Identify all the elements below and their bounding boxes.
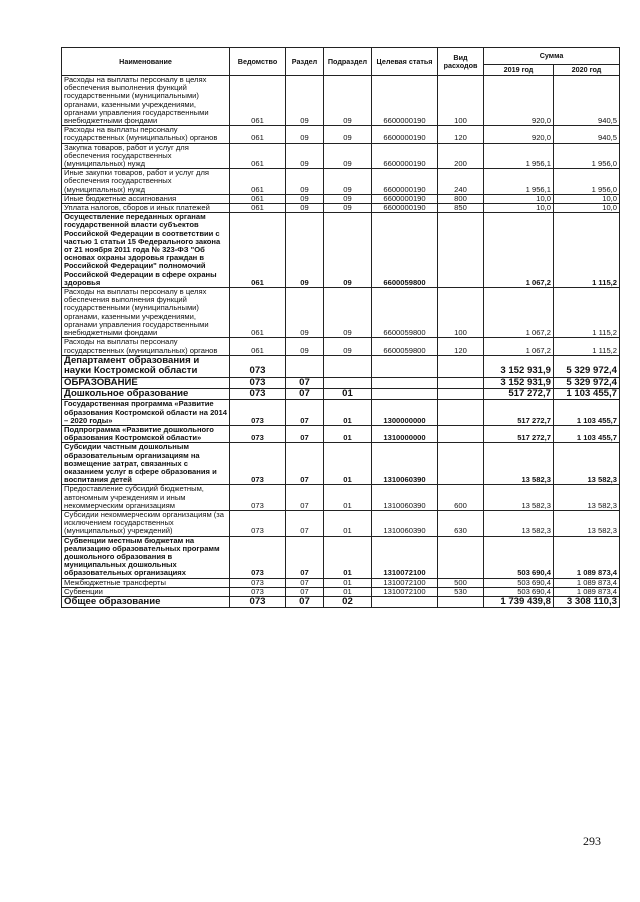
cell-kind [438,425,484,442]
cell-dept: 073 [230,443,286,485]
cell-kind: 200 [438,143,484,169]
cell-sum-2019: 503 690,4 [484,578,554,587]
cell-sum-2020: 1 956,0 [554,143,620,169]
cell-kind [438,443,484,485]
cell-name: Расходы на выплаты персоналу в целях обеспечения выполнения функций государственными (муниципальными) органами, казенными учреждениями, органами управления государственными внебюджетными фондами [62,76,230,126]
cell-subsection: 02 [324,597,372,608]
cell-section: 09 [286,204,324,213]
cell-sum-2019: 517 272,7 [484,400,554,426]
table-row [62,536,620,578]
header-section: Раздел [286,48,324,76]
cell-dept: 073 [230,587,286,596]
cell-target: 1310060390 [372,510,438,536]
table-row [62,425,620,442]
cell-kind [438,388,484,399]
cell-name: Субвенции [62,587,230,596]
cell-sum-2019: 1 067,2 [484,213,554,288]
cell-section: 07 [286,597,324,608]
cell-target: 1310060390 [372,485,438,511]
cell-section: 07 [286,587,324,596]
cell-dept: 061 [230,338,286,355]
cell-sum-2019: 3 152 931,9 [484,355,554,377]
cell-sum-2020: 3 308 110,3 [554,597,620,608]
cell-sum-2020: 1 115,2 [554,288,620,338]
cell-name: Подпрограмма «Развитие дошкольного образования Костромской области» [62,425,230,442]
header-year-2020: 2020 год [554,65,620,76]
cell-section: 09 [286,288,324,338]
header-subsection: Подраздел [324,48,372,76]
cell-name: Расходы на выплаты персоналу государственных (муниципальных) органов [62,338,230,355]
cell-sum-2020: 1 956,0 [554,169,620,195]
cell-target: 6600000190 [372,143,438,169]
cell-target: 1310060390 [372,443,438,485]
cell-name: Предоставление субсидий бюджетным, автономным учреждениям и иным некоммерческим организациям [62,485,230,511]
table-row [62,597,620,608]
cell-sum-2019: 3 152 931,9 [484,377,554,388]
cell-dept: 061 [230,76,286,126]
cell-subsection: 09 [324,338,372,355]
cell-name: Расходы на выплаты персоналу в целях обеспечения выполнения функций государственными (муниципальными) органами, казенными учреждениями, органами управления государственными внебюджетными фондами [62,288,230,338]
cell-subsection [324,377,372,388]
cell-kind [438,536,484,578]
cell-subsection: 09 [324,288,372,338]
cell-dept: 073 [230,536,286,578]
cell-dept: 061 [230,143,286,169]
header-sum: Сумма [484,48,620,65]
cell-name: Государственная программа «Развитие образования Костромской области на 2014 – 2020 годы» [62,400,230,426]
cell-section: 07 [286,485,324,511]
cell-dept: 073 [230,597,286,608]
cell-subsection: 01 [324,388,372,399]
cell-dept: 073 [230,388,286,399]
cell-section: 07 [286,377,324,388]
cell-target: 6600059800 [372,288,438,338]
cell-name: Департамент образования и науки Костромской области [62,355,230,377]
cell-section: 09 [286,213,324,288]
table-row [62,510,620,536]
cell-name: Субвенции местным бюджетам на реализацию образовательных программ дошкольного образования в муниципальных дошкольных образовательных организациях [62,536,230,578]
cell-target: 6600000190 [372,126,438,143]
cell-name: Межбюджетные трансферты [62,578,230,587]
cell-sum-2019: 13 582,3 [484,485,554,511]
cell-section: 07 [286,578,324,587]
cell-dept: 061 [230,194,286,203]
cell-section: 07 [286,425,324,442]
cell-sum-2019: 10,0 [484,204,554,213]
cell-dept: 073 [230,377,286,388]
cell-sum-2019: 1 956,1 [484,143,554,169]
cell-dept: 061 [230,126,286,143]
cell-kind: 850 [438,204,484,213]
cell-dept: 073 [230,510,286,536]
cell-name: Субсидии некоммерческим организациям (за исключением государственных (муниципальных) учреждений) [62,510,230,536]
table-row [62,338,620,355]
cell-subsection: 01 [324,536,372,578]
cell-target: 1310000000 [372,425,438,442]
cell-subsection: 09 [324,76,372,126]
cell-section: 09 [286,76,324,126]
cell-target: 1310072100 [372,587,438,596]
cell-section: 07 [286,510,324,536]
cell-sum-2020: 1 089 873,4 [554,536,620,578]
cell-name: Дошкольное образование [62,388,230,399]
cell-kind [438,213,484,288]
cell-target [372,377,438,388]
header-target: Целевая статья [372,48,438,76]
cell-dept: 061 [230,288,286,338]
cell-kind: 120 [438,338,484,355]
cell-subsection: 09 [324,169,372,195]
table-body [62,76,620,608]
cell-kind: 800 [438,194,484,203]
table-row [62,400,620,426]
cell-dept: 061 [230,169,286,195]
table-row [62,143,620,169]
cell-sum-2019: 1 956,1 [484,169,554,195]
cell-sum-2019: 13 582,3 [484,443,554,485]
table-row [62,169,620,195]
cell-subsection: 01 [324,578,372,587]
cell-target [372,388,438,399]
cell-section: 09 [286,126,324,143]
cell-sum-2019: 517 272,7 [484,425,554,442]
cell-name: Иные закупки товаров, работ и услуг для обеспечения государственных (муниципальных) нужд [62,169,230,195]
cell-subsection: 01 [324,400,372,426]
cell-target [372,597,438,608]
cell-target: 6600059800 [372,338,438,355]
cell-subsection: 09 [324,126,372,143]
cell-subsection: 01 [324,425,372,442]
table-row [62,377,620,388]
table-row [62,288,620,338]
cell-subsection: 01 [324,443,372,485]
cell-sum-2019: 920,0 [484,126,554,143]
cell-name: Иные бюджетные ассигнования [62,194,230,203]
cell-section: 07 [286,400,324,426]
cell-kind [438,400,484,426]
cell-sum-2020: 1 115,2 [554,338,620,355]
cell-sum-2020: 1 103 455,7 [554,400,620,426]
header-name: Наименование [62,48,230,76]
cell-target: 6600000190 [372,169,438,195]
cell-dept: 073 [230,578,286,587]
cell-sum-2019: 517 272,7 [484,388,554,399]
budget-table [61,47,620,608]
page-number: 293 [583,834,601,848]
cell-sum-2020: 10,0 [554,194,620,203]
cell-target: 1310072100 [372,578,438,587]
cell-name: Общее образование [62,597,230,608]
table-row [62,355,620,377]
cell-target: 1310072100 [372,536,438,578]
cell-subsection: 09 [324,143,372,169]
cell-section: 07 [286,388,324,399]
cell-dept: 073 [230,400,286,426]
cell-subsection: 09 [324,213,372,288]
cell-dept: 061 [230,213,286,288]
cell-target [372,355,438,377]
cell-dept: 073 [230,355,286,377]
table-row [62,388,620,399]
cell-name: Уплата налогов, сборов и иных платежей [62,204,230,213]
cell-sum-2020: 1 115,2 [554,213,620,288]
cell-kind: 100 [438,288,484,338]
cell-target: 6600000190 [372,76,438,126]
cell-sum-2020: 940,5 [554,126,620,143]
header-dept: Ведомство [230,48,286,76]
cell-name: Закупка товаров, работ и услуг для обеспечения государственных (муниципальных) нужд [62,143,230,169]
cell-sum-2020: 1 089 873,4 [554,587,620,596]
cell-sum-2020: 13 582,3 [554,510,620,536]
cell-dept: 073 [230,425,286,442]
cell-sum-2020: 940,5 [554,76,620,126]
cell-name: Расходы на выплаты персоналу государственных (муниципальных) органов [62,126,230,143]
cell-sum-2019: 13 582,3 [484,510,554,536]
cell-name: ОБРАЗОВАНИЕ [62,377,230,388]
cell-kind: 240 [438,169,484,195]
cell-name: Субсидии частным дошкольным образовательным организациям на возмещение затрат, связанных с оказанием услуг в сфере образования и воспитания детей [62,443,230,485]
table-row [62,578,620,587]
cell-sum-2020: 5 329 972,4 [554,355,620,377]
cell-section: 09 [286,169,324,195]
cell-kind: 120 [438,126,484,143]
cell-dept: 073 [230,485,286,511]
cell-kind: 630 [438,510,484,536]
cell-sum-2019: 1 739 439,8 [484,597,554,608]
cell-sum-2020: 13 582,3 [554,485,620,511]
cell-kind [438,377,484,388]
cell-section [286,355,324,377]
table-row [62,126,620,143]
cell-target: 1300000000 [372,400,438,426]
cell-sum-2020: 1 103 455,7 [554,425,620,442]
cell-sum-2019: 503 690,4 [484,587,554,596]
cell-sum-2020: 1 089 873,4 [554,578,620,587]
header-year-2019: 2019 год [484,65,554,76]
cell-section: 09 [286,338,324,355]
cell-kind: 600 [438,485,484,511]
cell-kind: 100 [438,76,484,126]
cell-target: 6600000190 [372,194,438,203]
table-header [62,48,620,76]
cell-kind [438,597,484,608]
cell-sum-2020: 1 103 455,7 [554,388,620,399]
cell-name: Осуществление переданных органам государственной власти субъектов Российской Федерации в соответствии с частью 1 статьи 15 Федерального закона от 21 ноября 2011 года № 323-ФЗ "Об основах охраны здоровья граждан в Российской Федерации" полномочий Российской Федерации в сфере охраны здоровья [62,213,230,288]
cell-section: 09 [286,194,324,203]
cell-kind [438,355,484,377]
cell-kind: 500 [438,578,484,587]
cell-subsection: 01 [324,485,372,511]
cell-subsection: 01 [324,587,372,596]
cell-sum-2020: 13 582,3 [554,443,620,485]
cell-sum-2019: 920,0 [484,76,554,126]
cell-kind: 530 [438,587,484,596]
cell-dept: 061 [230,204,286,213]
cell-subsection [324,355,372,377]
cell-sum-2019: 1 067,2 [484,338,554,355]
table-row [62,76,620,126]
cell-subsection: 09 [324,194,372,203]
table-row [62,213,620,288]
cell-target: 6600000190 [372,204,438,213]
cell-target: 6600059800 [372,213,438,288]
cell-section: 09 [286,143,324,169]
cell-subsection: 01 [324,510,372,536]
table-row [62,485,620,511]
cell-section: 07 [286,443,324,485]
table-row [62,443,620,485]
cell-sum-2020: 10,0 [554,204,620,213]
cell-sum-2020: 5 329 972,4 [554,377,620,388]
cell-sum-2019: 503 690,4 [484,536,554,578]
cell-sum-2019: 1 067,2 [484,288,554,338]
cell-section: 07 [286,536,324,578]
cell-sum-2019: 10,0 [484,194,554,203]
cell-subsection: 09 [324,204,372,213]
header-kind: Вид расходов [438,48,484,76]
